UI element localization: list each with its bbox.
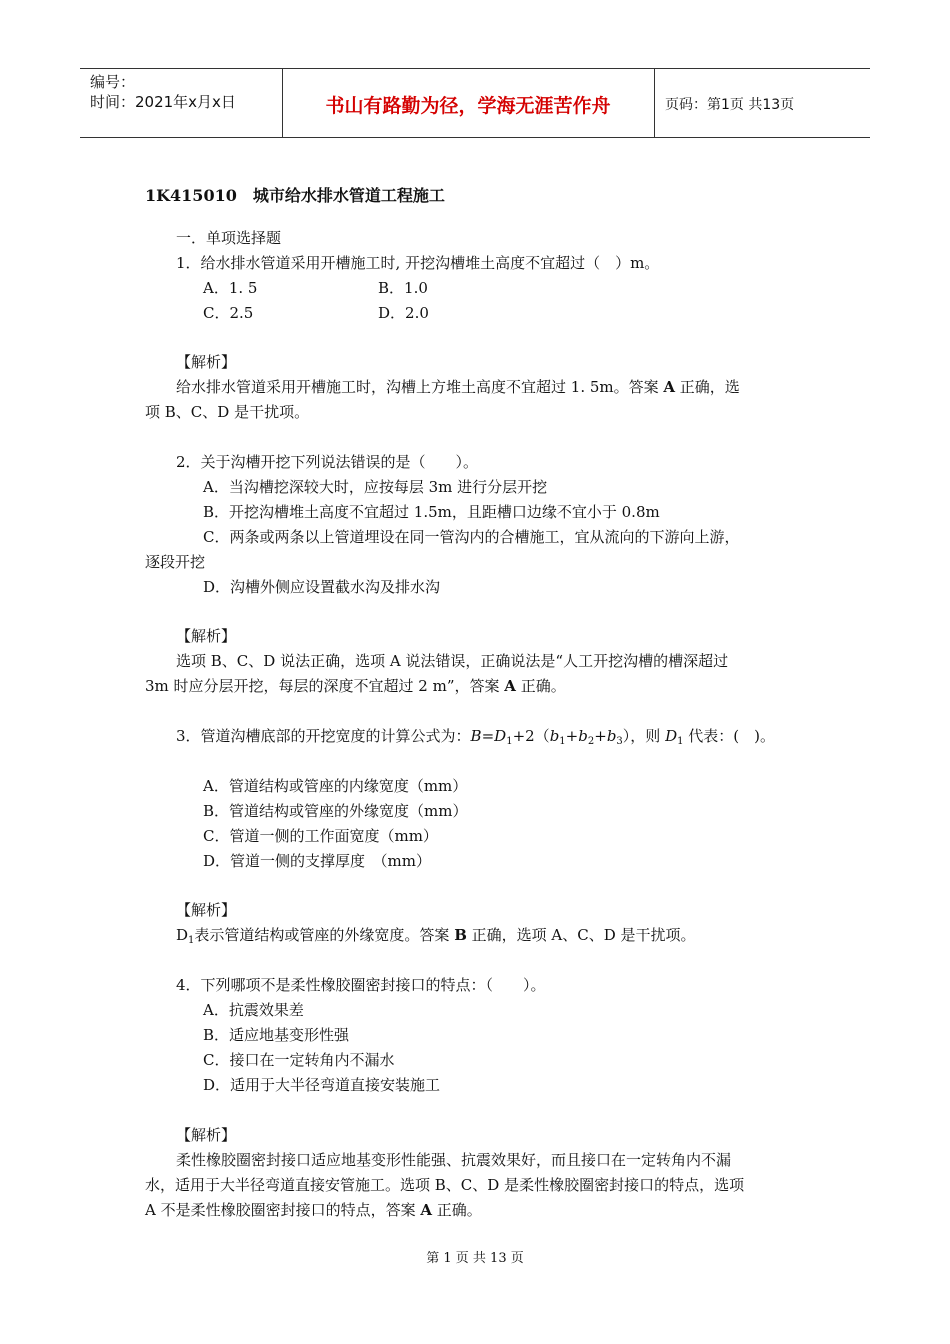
analysis-text: 正确，选项 A、C、D 是干扰项。: [466, 926, 696, 944]
question-1-analysis-line-2: 项 B、C、D 是干扰项。: [145, 403, 310, 421]
page-header: [80, 68, 870, 138]
question-3-option-c: C．管道一侧的工作面宽度（mm）: [203, 827, 438, 845]
question-4-analysis-line-3: [145, 1200, 482, 1220]
question-2-option-b: B．开挖沟槽堆土高度不宜超过 1.5m，且距槽口边缘不宜小于 0.8m: [203, 503, 660, 521]
analysis-text: 给水排水管道采用开槽施工时，沟槽上方堆土高度不宜超过 1. 5m。答案: [176, 378, 664, 396]
formula-var: b: [578, 727, 588, 745]
analysis-text: D: [176, 926, 189, 944]
question-1-stem: 1．给水排水管道采用开槽施工时, 开挖沟槽堆土高度不宜超过（ ）m。: [176, 254, 660, 272]
question-2-option-c: C．两条或两条以上管道埋设在同一管沟内的合槽施工，宜从流向的下游向上游，: [203, 528, 740, 546]
header-motto: 书山有路勤为径，学海无涯苦作舟: [325, 95, 611, 117]
question-2-stem: 2．关于沟槽开挖下列说法错误的是（ ）。: [176, 453, 479, 471]
section-heading: 一．单项选择题: [176, 229, 282, 247]
formula-var: B: [470, 727, 482, 745]
formula-var: b: [606, 727, 617, 745]
question-3-option-d: D．管道一侧的支撑厚度 （mm）: [203, 852, 431, 870]
formula-op: +: [594, 727, 607, 745]
document-title: 1K415010 城市给水排水管道工程施工: [145, 186, 445, 205]
question-2-option-d: D．沟槽外侧应设置截水沟及排水沟: [203, 578, 441, 596]
question-4-option-c: C．接口在一定转角内不漏水: [203, 1051, 395, 1069]
answer-letter: A: [504, 677, 516, 695]
formula-subscript: 3: [616, 736, 623, 747]
question-2-analysis-line-2: [145, 676, 566, 696]
answer-letter: B: [454, 926, 467, 944]
question-3-option-a: A．管道结构或管座的内缘宽度（mm）: [203, 777, 468, 795]
header-meta: [90, 72, 236, 112]
analysis-text: 正确。: [515, 677, 566, 695]
question-4-option-d: D．适用于大半径弯道直接安装施工: [203, 1076, 441, 1094]
question-3-analysis-line-1: [176, 925, 696, 945]
question-3-option-b: B．管道结构或管座的外缘宽度（mm）: [203, 802, 468, 820]
question-4-stem: 4．下列哪项不是柔性橡胶圈密封接口的特点：（ ）。: [176, 976, 546, 994]
code-label: 编号：: [90, 73, 136, 91]
question-4-analysis-line-2: 水，适用于大半径弯道直接安管施工。选项 B、C、D 是柔性橡胶圈密封接口的特点，选项: [145, 1176, 745, 1194]
header-divider: [654, 69, 655, 137]
stem-text: 代表：( )。: [683, 727, 775, 745]
question-3-stem: [176, 726, 775, 746]
stem-text: ），则: [622, 727, 666, 745]
formula-op: +: [565, 727, 579, 745]
analysis-text: 表示管道结构或管座的外缘宽度。答案: [194, 926, 455, 944]
formula-subscript: 2: [587, 736, 595, 747]
question-2-option-a: A．当沟槽挖深较大时，应按每层 3m 进行分层开挖: [203, 478, 548, 496]
stem-text: 3．管道沟槽底部的开挖宽度的计算公式为：: [176, 727, 471, 745]
formula-var: D: [665, 727, 678, 745]
question-1-option-a: A．1. 5: [203, 279, 258, 297]
time-label: 时间：2021年x月x日: [90, 93, 236, 111]
answer-letter: A: [420, 1201, 433, 1219]
analysis-text: A 不是柔性橡胶圈密封接口的特点，答案: [145, 1201, 421, 1219]
formula-subscript: 1: [506, 736, 513, 747]
question-1-option-c: C．2.5: [203, 304, 254, 322]
analysis-text: 3m 时应分层开挖，每层的深度不宜超过 2 m”，答案: [145, 677, 505, 695]
question-1-analysis-label: 【解析】: [176, 353, 237, 371]
question-4-analysis-line-1: 柔性橡胶圈密封接口适应地基变形性能强、抗震效果好，而且接口在一定转角内不漏: [176, 1151, 732, 1169]
header-page-info: 页码：第1页 共13页: [665, 97, 795, 113]
question-2-option-c-cont: 逐段开挖: [145, 553, 206, 571]
formula-var: D: [494, 727, 507, 745]
analysis-text: 正确，选: [675, 378, 740, 396]
page-footer: 第 1 页 共 13 页: [426, 1251, 524, 1266]
formula-op: =: [481, 727, 495, 745]
question-1-analysis-line-1: [176, 377, 740, 397]
answer-letter: A: [663, 378, 676, 396]
formula-subscript: 1: [188, 935, 195, 946]
formula-subscript: 1: [559, 736, 566, 747]
question-4-option-a: A．抗震效果差: [203, 1001, 304, 1019]
question-2-analysis-line-1: 选项 B、C、D 说法正确，选项 A 说法错误，正确说法是“人工开挖沟槽的槽深超过: [176, 652, 729, 670]
question-1-option-d: D．2.0: [378, 304, 429, 322]
question-2-analysis-label: 【解析】: [176, 627, 237, 645]
question-4-analysis-label: 【解析】: [176, 1126, 237, 1144]
formula-subscript: 1: [677, 736, 684, 747]
question-1-option-b: B．1.0: [378, 279, 428, 297]
analysis-text: 正确。: [432, 1201, 482, 1219]
formula-var: b: [549, 727, 560, 745]
question-4-option-b: B．适应地基变形性强: [203, 1026, 350, 1044]
question-3-analysis-label: 【解析】: [176, 901, 237, 919]
formula-op: +2（: [512, 727, 550, 745]
